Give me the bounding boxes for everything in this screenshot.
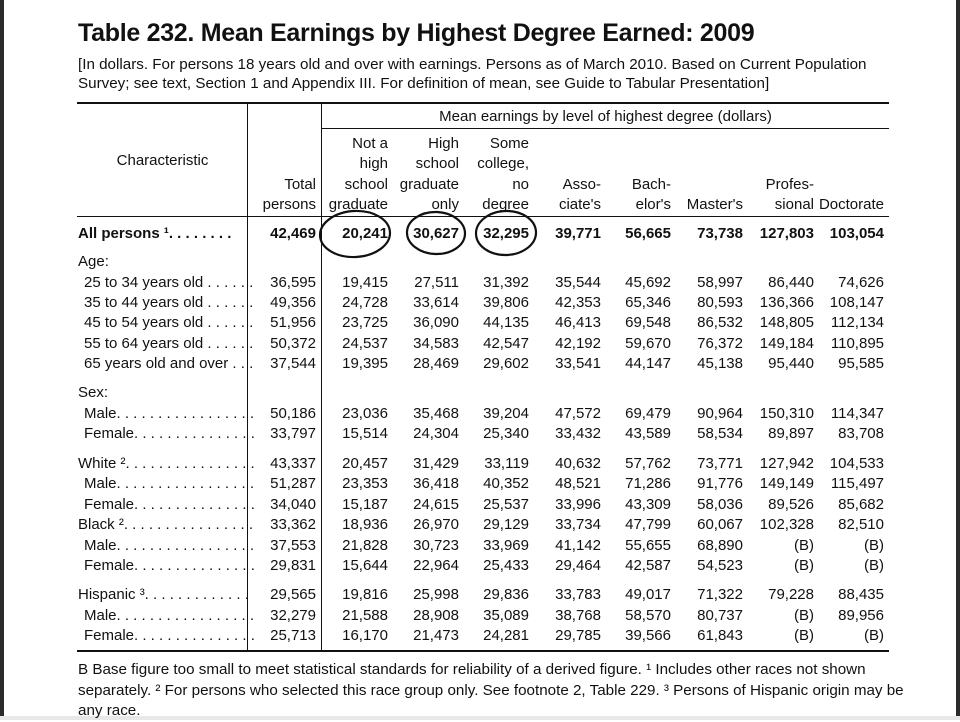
table-cell: 86,440 xyxy=(768,274,814,291)
table-cell: 25,998 xyxy=(413,586,459,603)
table-cell: 148,805 xyxy=(759,314,814,331)
table-cell: (B) xyxy=(864,627,884,644)
table-cell: 71,322 xyxy=(697,586,743,603)
column-header: degree xyxy=(482,196,529,213)
table-cell: 149,149 xyxy=(759,475,814,492)
table-cell: 50,186 xyxy=(270,405,316,422)
table-cell: (B) xyxy=(794,607,814,624)
row-label: White ². . . . . . . . . . . . . . . . xyxy=(78,455,255,472)
table-cell: 36,418 xyxy=(413,475,459,492)
column-header: ciate's xyxy=(558,196,601,213)
table-cell: 30,627 xyxy=(413,225,459,242)
table-cell: 43,337 xyxy=(270,455,316,472)
table-headnote: [In dollars. For persons 18 years old and over with earnings. Persons as of March 2010. Based on Current Population Survey; see text, Section 1 and Appendix III. For definition of mean, see Guide to Tabular Presentation] xyxy=(78,56,867,92)
table-cell: 127,803 xyxy=(759,225,814,242)
annotation-circle-not-hs xyxy=(319,209,391,259)
table-cell: 42,192 xyxy=(555,335,601,352)
column-header: High xyxy=(428,134,459,152)
table-cell: 86,532 xyxy=(697,314,743,331)
row-label: Female. . . . . . . . . . . . . . . xyxy=(84,627,255,644)
table-cell: 56,665 xyxy=(625,225,671,242)
column-header: Bach- xyxy=(631,175,671,193)
column-header: graduate xyxy=(328,196,388,213)
row-label: Female. . . . . . . . . . . . . . . xyxy=(84,557,255,574)
table-cell: 54,523 xyxy=(697,557,743,574)
annotation-circle-hs-grad xyxy=(406,211,465,255)
column-header: college, xyxy=(477,155,529,172)
table-cell: (B) xyxy=(794,557,814,574)
column-header: Not a xyxy=(352,134,388,152)
table-cell: 23,353 xyxy=(342,475,388,492)
table-cell: 35,544 xyxy=(555,274,601,291)
table-cell: 39,771 xyxy=(555,225,601,242)
row-label: Black ². . . . . . . . . . . . . . . . xyxy=(78,516,254,533)
table-cell: 21,473 xyxy=(413,627,459,644)
column-header: school xyxy=(415,155,459,172)
column-header: Master's xyxy=(686,196,743,213)
table-cell: (B) xyxy=(864,537,884,554)
table-cell: 51,287 xyxy=(270,475,316,492)
table-cell: 71,286 xyxy=(625,475,671,492)
table-cell: 39,806 xyxy=(483,294,529,311)
table-cell: 91,776 xyxy=(697,475,743,492)
table-cell: 112,134 xyxy=(830,314,884,331)
row-label: Male. . . . . . . . . . . . . . . . . xyxy=(84,537,255,554)
table-cell: 42,547 xyxy=(483,335,529,352)
table-cell: 76,372 xyxy=(697,335,743,352)
row-label: 55 to 64 years old . . . . . . xyxy=(84,335,254,352)
table-cell: 49,017 xyxy=(625,586,671,603)
column-header: high xyxy=(359,155,388,172)
table-cell: 57,762 xyxy=(625,455,671,472)
table-cell: 38,768 xyxy=(555,607,601,624)
table-cell: 25,433 xyxy=(483,557,529,574)
table-cell: 28,469 xyxy=(413,355,459,372)
table-cell: 68,890 xyxy=(697,537,743,554)
table-cell: 58,997 xyxy=(697,274,743,291)
row-label: Age: xyxy=(78,253,109,270)
table-cell: 110,895 xyxy=(830,335,884,352)
table-cell: 115,497 xyxy=(830,475,884,492)
table-cell: 44,135 xyxy=(483,314,529,331)
table-cell: 45,138 xyxy=(697,355,743,372)
table-cell: 29,565 xyxy=(270,586,316,603)
row-label: Male. . . . . . . . . . . . . . . . . xyxy=(84,405,255,422)
table-cell: 150,310 xyxy=(759,405,814,422)
table-cell: 82,510 xyxy=(838,516,884,533)
spanner-header: Mean earnings by level of highest degree (dollars) xyxy=(439,108,772,125)
row-label: Male. . . . . . . . . . . . . . . . . xyxy=(84,607,255,624)
table-cell: 114,347 xyxy=(830,405,884,422)
row-label: Female. . . . . . . . . . . . . . . xyxy=(84,496,255,513)
column-header: graduate xyxy=(399,175,459,193)
table-cell: 60,067 xyxy=(697,516,743,533)
table-cell: 55,655 xyxy=(625,537,671,554)
row-label: Hispanic ³. . . . . . . . . . . . . xyxy=(78,586,249,603)
table-cell: 74,626 xyxy=(838,274,884,291)
table-cell: 24,281 xyxy=(483,627,529,644)
table-cell: 33,119 xyxy=(484,455,529,472)
table-cell: 79,228 xyxy=(768,586,814,603)
table-cell: 33,797 xyxy=(270,425,316,442)
table-cell: 24,304 xyxy=(413,425,459,442)
column-header: Some xyxy=(489,134,529,152)
table-cell: 36,595 xyxy=(270,274,316,291)
table-cell: 19,395 xyxy=(342,355,388,372)
table-cell: 149,184 xyxy=(759,335,814,352)
table-footnote: B Base figure too small to meet statistical standards for reliability of a derived figure. ¹ Includes other races not shown separately. ² For persons who selected this race group only. See footnote 2, Table 229. ³ Persons of Hispanic origin may be any race. xyxy=(78,661,904,719)
table-cell: 21,588 xyxy=(342,607,388,624)
table-cell: 89,526 xyxy=(768,496,814,513)
row-label: 25 to 34 years old . . . . . . xyxy=(84,274,254,291)
table-cell: 51,956 xyxy=(270,314,316,331)
table-cell: 58,036 xyxy=(697,496,743,513)
table-cell: 23,036 xyxy=(342,405,388,422)
table-title: Table 232. Mean Earnings by Highest Degree Earned: 2009 xyxy=(78,19,755,47)
table-cell: 90,964 xyxy=(697,405,743,422)
table-cell: 33,541 xyxy=(555,355,601,372)
table-cell: 29,129 xyxy=(483,516,529,533)
table-cell: 95,585 xyxy=(838,355,884,372)
column-header: elor's xyxy=(635,196,671,213)
table-cell: 49,356 xyxy=(270,294,316,311)
column-header: no xyxy=(512,175,529,193)
row-label: Sex: xyxy=(78,384,109,401)
row-label: 65 years old and over . . . xyxy=(84,355,254,372)
table-cell: 43,589 xyxy=(625,425,671,442)
table-cell: 31,392 xyxy=(483,274,529,291)
characteristic-header: Characteristic xyxy=(116,152,209,169)
table-cell: 69,548 xyxy=(625,314,671,331)
row-label: 45 to 54 years old . . . . . . xyxy=(84,314,254,331)
row-label: All persons ¹. . . . . . . . xyxy=(78,225,232,242)
table-cell: 15,644 xyxy=(342,557,388,574)
column-header: Asso- xyxy=(562,175,601,193)
table-cell: 83,708 xyxy=(838,425,884,442)
table-cell: 102,328 xyxy=(759,516,814,533)
table-cell: 41,142 xyxy=(555,537,601,554)
table-cell: 40,632 xyxy=(555,455,601,472)
table-cell: 29,836 xyxy=(483,586,529,603)
table-cell: 29,602 xyxy=(483,355,529,372)
table-cell: 44,147 xyxy=(625,355,671,372)
table-cell: 89,956 xyxy=(838,607,884,624)
table-cell: 33,996 xyxy=(555,496,601,513)
table-cell: 136,366 xyxy=(759,294,814,311)
table-cell: 24,728 xyxy=(342,294,388,311)
table-cell: 21,828 xyxy=(342,537,388,554)
table-cell: 95,440 xyxy=(768,355,814,372)
table-cell: 104,533 xyxy=(829,455,884,472)
table-cell: 39,566 xyxy=(625,627,671,644)
table-cell: 48,521 xyxy=(555,475,601,492)
table-cell: 25,537 xyxy=(483,496,529,513)
table-cell: 80,593 xyxy=(697,294,743,311)
table-cell: 80,737 xyxy=(697,607,743,624)
table-cell: 33,969 xyxy=(483,537,529,554)
table-cell: (B) xyxy=(864,557,884,574)
column-header: Doctorate xyxy=(818,196,884,213)
table-cell: 37,544 xyxy=(270,355,316,372)
column-header: persons xyxy=(262,196,316,213)
table-cell: 25,340 xyxy=(483,425,529,442)
table-cell: 30,723 xyxy=(413,537,459,554)
table-cell: 73,738 xyxy=(697,225,743,242)
table-cell: 35,089 xyxy=(483,607,529,624)
table-cell: 36,090 xyxy=(413,314,459,331)
table-cell: 46,413 xyxy=(555,314,601,331)
table-cell: 73,771 xyxy=(697,455,743,472)
table-cell: 23,725 xyxy=(342,314,388,331)
table-cell: 103,054 xyxy=(829,225,884,242)
table-cell: 20,241 xyxy=(342,225,388,242)
table-cell: 15,514 xyxy=(342,425,388,442)
table-cell: 29,831 xyxy=(270,557,316,574)
table-cell: 22,964 xyxy=(413,557,459,574)
table-cell: 65,346 xyxy=(625,294,671,311)
table-cell: 42,587 xyxy=(625,557,671,574)
table-cell: 35,468 xyxy=(413,405,459,422)
table-cell: 50,372 xyxy=(270,335,316,352)
annotation-circle-some-college xyxy=(475,210,536,256)
table-cell: 28,908 xyxy=(413,607,459,624)
table-cell: 24,537 xyxy=(342,335,388,352)
column-header: Total xyxy=(284,175,316,193)
table-cell: 27,511 xyxy=(414,274,459,291)
table-cell: 25,713 xyxy=(270,627,316,644)
table-cell: 16,170 xyxy=(342,627,388,644)
table-cell: 61,843 xyxy=(697,627,743,644)
table-cell: 39,204 xyxy=(483,405,529,422)
table-cell: (B) xyxy=(794,627,814,644)
table-cell: 45,692 xyxy=(625,274,671,291)
table-cell: 24,615 xyxy=(413,496,459,513)
table-cell: 34,040 xyxy=(270,496,316,513)
table-cell: 33,734 xyxy=(555,516,601,533)
table-cell: 59,670 xyxy=(625,335,671,352)
table-cell: 33,614 xyxy=(413,294,459,311)
table-cell: 127,942 xyxy=(759,455,814,472)
column-header: only xyxy=(431,196,459,213)
table-cell: 47,572 xyxy=(555,405,601,422)
table-cell: 69,479 xyxy=(625,405,671,422)
table-cell: 20,457 xyxy=(342,455,388,472)
table-cell: 34,583 xyxy=(413,335,459,352)
table-cell: 58,570 xyxy=(625,607,671,624)
table-cell: 42,353 xyxy=(555,294,601,311)
table-cell: 29,785 xyxy=(555,627,601,644)
table-cell: 18,936 xyxy=(342,516,388,533)
table-cell: 43,309 xyxy=(625,496,671,513)
table-cell: 47,799 xyxy=(625,516,671,533)
table-cell: 108,147 xyxy=(829,294,884,311)
table-cell: 19,816 xyxy=(342,586,388,603)
table-cell: 32,295 xyxy=(483,225,529,242)
table-cell: 26,970 xyxy=(413,516,459,533)
table-cell: 42,469 xyxy=(270,225,316,242)
row-label: Male. . . . . . . . . . . . . . . . . xyxy=(84,475,255,492)
table-cell: 58,534 xyxy=(697,425,743,442)
column-header: sional xyxy=(774,196,814,213)
table-cell: 33,783 xyxy=(555,586,601,603)
column-header: school xyxy=(344,175,388,193)
table-cell: 85,682 xyxy=(838,496,884,513)
table-cell: 15,187 xyxy=(342,496,388,513)
column-header: Profes- xyxy=(765,175,814,193)
row-label: 35 to 44 years old . . . . . . xyxy=(84,294,254,311)
table-cell: 29,464 xyxy=(555,557,601,574)
table-cell: 40,352 xyxy=(483,475,529,492)
row-label: Female. . . . . . . . . . . . . . . xyxy=(84,425,255,442)
table-cell: 32,279 xyxy=(270,607,316,624)
table-cell: 88,435 xyxy=(838,586,884,603)
table-cell: 19,415 xyxy=(342,274,388,291)
table-cell: (B) xyxy=(794,537,814,554)
table-cell: 31,429 xyxy=(413,455,459,472)
table-cell: 89,897 xyxy=(768,425,814,442)
table-cell: 33,432 xyxy=(555,425,601,442)
table-cell: 33,362 xyxy=(270,516,316,533)
table-cell: 37,553 xyxy=(270,537,316,554)
